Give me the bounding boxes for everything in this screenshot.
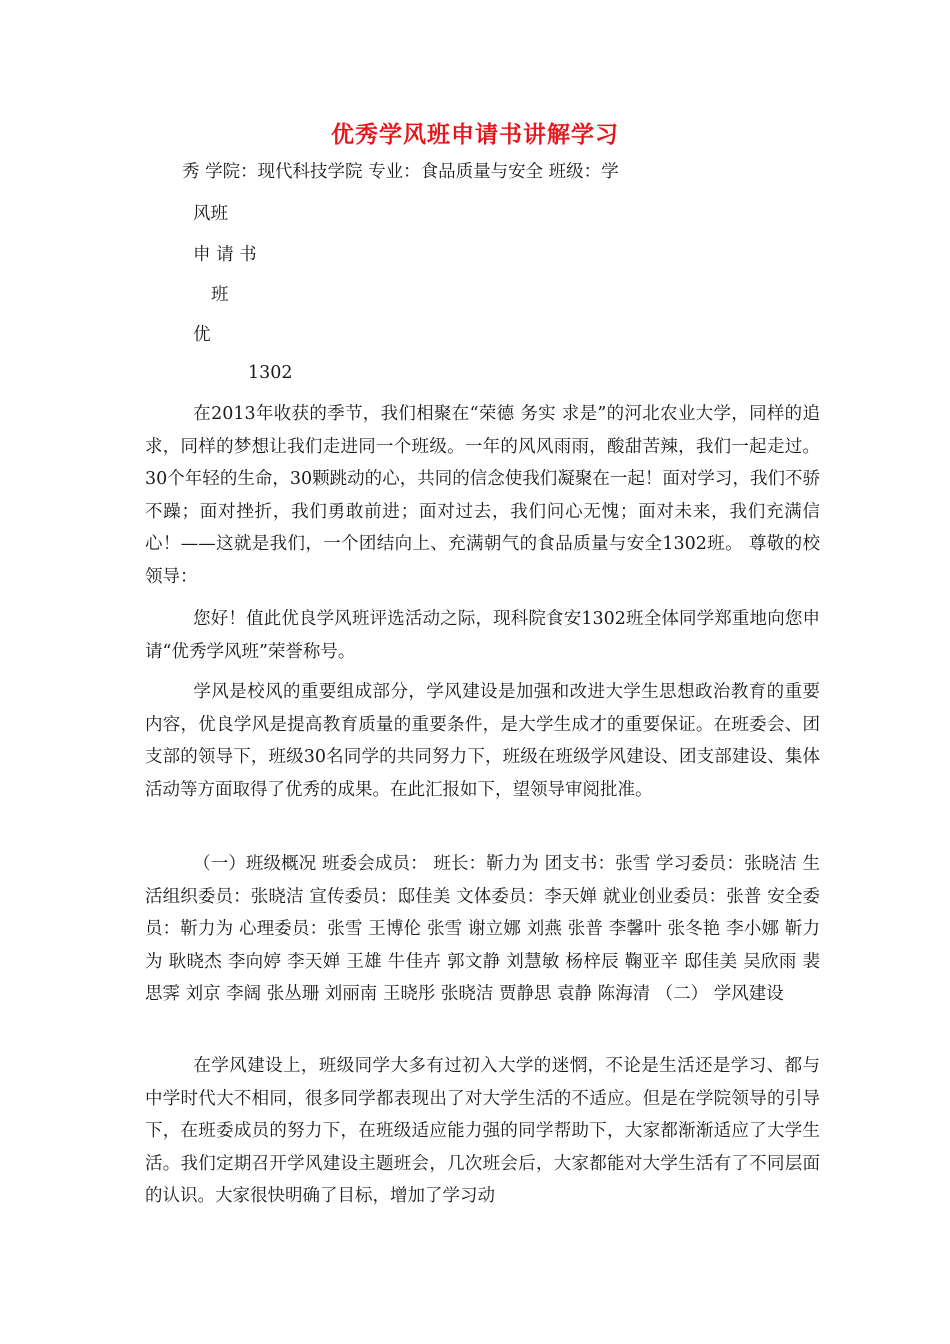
paragraph-study-building bbox=[145, 1050, 820, 1213]
cover-line-1: 风班 bbox=[193, 204, 228, 224]
cover-line-3: 班 bbox=[211, 285, 229, 305]
class-number: 1302 bbox=[248, 363, 293, 383]
cover-line-2: 申 请 书 bbox=[193, 245, 257, 265]
paragraph-intro-text: 在2013年收获的季节，我们相聚在“荣德 务实 求是”的河北农业大学，同样的追求，同样的梦想让我们走进同一个班级。一年的风风雨雨，酸甜苦辣，我们一起走过。30个年轻的生命，30颗跳动的心，共同的信念使我们凝聚在一起！面对学习，我们不骄不躁；面对挫折，我们勇敢前进；面对过去，我们问心无愧；面对未来，我们充满信心！——这就是我们，一个团结向上、充满朝气的食品质量与安全1302班。 尊敬的校领导： bbox=[145, 404, 820, 587]
header-line: 秀 学院：现代科技学院 专业：食品质量与安全 班级：学 bbox=[182, 162, 619, 182]
paragraph-class-overview bbox=[145, 848, 820, 1011]
paragraph-greeting bbox=[145, 603, 820, 668]
paragraph-intro bbox=[145, 398, 820, 594]
paragraph-study-building-text: 在学风建设上，班级同学大多有过初入大学的迷惘，不论是生活还是学习、都与中学时代大不相同，很多同学都表现出了对大学生活的不适应。但是在学院领导的引导下，在班委成员的努力下，在班级适应能力强的同学帮助下，大家都渐渐适应了大学生活。我们定期召开学风建设主题班会，几次班会后，大家都能对大学生活有了不同层面的认识。大家很快明确了目标，增加了学习动 bbox=[145, 1056, 820, 1207]
cover-line-4: 优 bbox=[193, 325, 211, 345]
paragraph-study-style bbox=[145, 676, 820, 806]
paragraph-study-style-text: 学风是校风的重要组成部分，学风建设是加强和改进大学生思想政治教育的重要内容，优良学风是提高教育质量的重要条件，是大学生成才的重要保证。在班委会、团支部的领导下，班级30名同学的共同努力下，班级在班级学风建设、团支部建设、集体活动等方面取得了优秀的成果。在此汇报如下，望领导审阅批准。 bbox=[145, 682, 820, 800]
paragraph-greeting-text: 您好！值此优良学风班评选活动之际，现科院食安1302班全体同学郑重地向您申请“优秀学风班”荣誉称号。 bbox=[145, 609, 820, 662]
paragraph-class-overview-text: （一）班级概况 班委会成员： 班长：靳力为 团支书：张雪 学习委员：张晓洁 生活组织委员：张晓洁 宣传委员：邸佳美 文体委员：李天婵 就业创业委员：张普 安全委员：靳力为 心理委员：张雪 王博伦 张雪 谢立娜 刘燕 张普 李馨叶 张冬艳 李小娜 靳力为 耿晓杰 李向婷 李天婵 王雄 牛佳卉 郭文静 刘慧敏 杨梓辰 鞠亚辛 邸佳美 吴欣雨 裴思霁 刘京 李阔 张丛珊 刘丽南 王晓彤 张晓洁 贾静思 袁静 陈海清 （二） 学风建设 bbox=[145, 854, 820, 1005]
document-title: 优秀学风班申请书讲解学习 bbox=[331, 122, 619, 148]
